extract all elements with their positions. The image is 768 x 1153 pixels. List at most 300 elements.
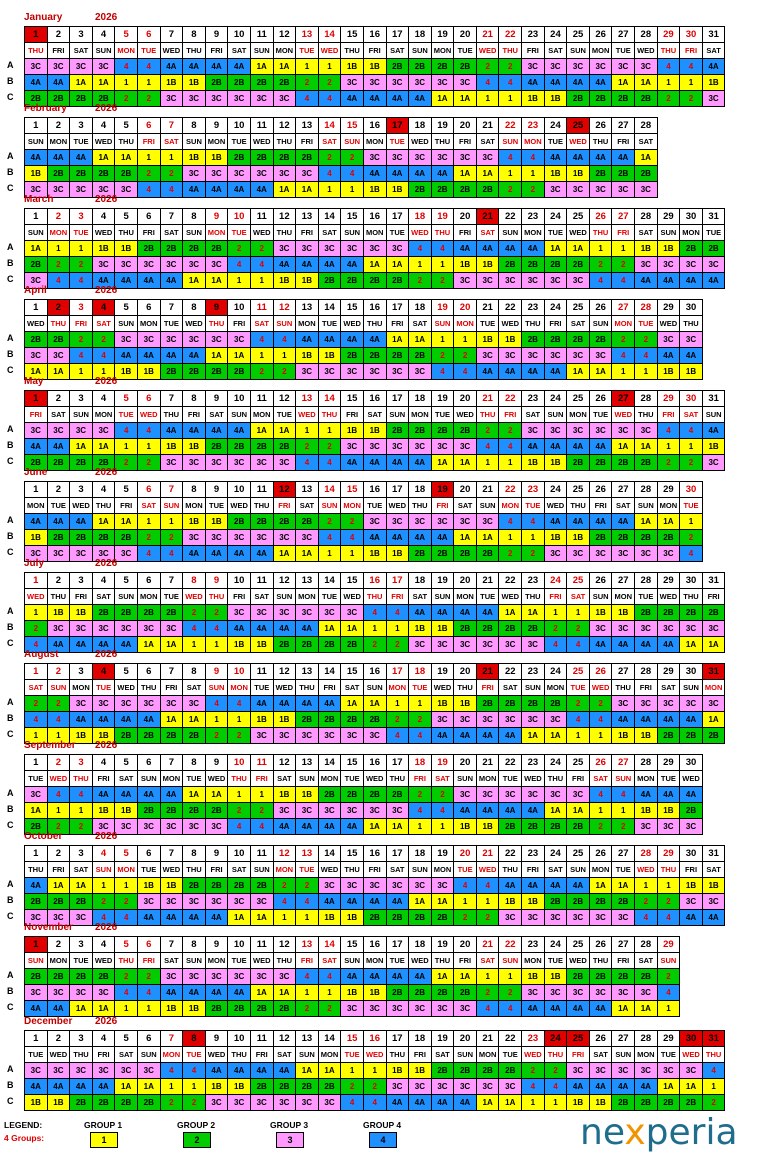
shift-cell: 4A: [499, 878, 522, 894]
shift-cell: 3C: [635, 546, 658, 562]
weekday-label: SUN: [454, 1047, 477, 1063]
weekday-label: THU: [115, 953, 138, 969]
day-number: 17: [386, 209, 409, 225]
shift-cell: 3C: [431, 1001, 454, 1017]
weekday-label: FRI: [137, 225, 160, 241]
weekday-label: THU: [544, 771, 567, 787]
shift-cell: 4A: [363, 894, 386, 910]
shift-cell: 1A: [657, 1079, 680, 1095]
day-number: 24: [544, 209, 567, 225]
day-number: 9: [205, 300, 228, 316]
day-number: 25: [567, 937, 590, 953]
shift-cell: 2B: [454, 546, 477, 562]
shift-cell: 4A: [296, 819, 319, 835]
day-number: 15: [341, 391, 364, 407]
weekday-label: SUN: [499, 134, 522, 150]
day-number: 24: [544, 1031, 567, 1047]
weekday-label: FRI: [567, 1047, 590, 1063]
month-grid: [24, 754, 703, 835]
shift-cell: 4A: [702, 423, 725, 439]
weekday-label: SAT: [115, 771, 138, 787]
shift-cell: 4A: [92, 712, 115, 728]
day-number: 4: [92, 391, 115, 407]
day-number: 8: [183, 937, 206, 953]
day-number: 31: [702, 1031, 725, 1047]
shift-cell: 3C: [363, 75, 386, 91]
day-number: 29: [657, 664, 680, 680]
weekday-label: SUN: [296, 1047, 319, 1063]
shift-cell: 3C: [25, 273, 48, 289]
shift-cell: 1B: [137, 364, 160, 380]
day-number: 28: [635, 391, 658, 407]
weekday-label: THU: [70, 771, 93, 787]
weekday-label: SAT: [273, 1047, 296, 1063]
shift-cell: 1A: [612, 1001, 635, 1017]
weekday-label: FRI: [409, 1047, 432, 1063]
shift-cell: 2B: [409, 182, 432, 198]
day-number: 13: [296, 1031, 319, 1047]
weekday-label: MON: [409, 407, 432, 423]
shift-cell: 1A: [250, 910, 273, 926]
day-number: 27: [612, 482, 635, 498]
shift-cell: 4A: [341, 455, 364, 471]
weekday-label: MON: [296, 316, 319, 332]
shift-cell: 4: [476, 1001, 499, 1017]
shift-cell: 1A: [92, 439, 115, 455]
day-number: 21: [476, 118, 499, 134]
weekday-label: WED: [250, 134, 273, 150]
weekday-label: SAT: [70, 43, 93, 59]
shift-cell: 2B: [612, 166, 635, 182]
day-number: 12: [273, 846, 296, 862]
day-number: 13: [296, 573, 319, 589]
shift-cell: 1: [635, 364, 658, 380]
shift-cell: 2B: [47, 894, 70, 910]
weekday-label: TUE: [454, 862, 477, 878]
day-number: 21: [476, 846, 499, 862]
shift-cell: 1A: [589, 878, 612, 894]
shift-cell: 3C: [250, 1095, 273, 1111]
day-number: 5: [115, 391, 138, 407]
shift-cell: 1A: [567, 364, 590, 380]
weekday-label: SAT: [250, 316, 273, 332]
shift-cell: 1: [409, 257, 432, 273]
shift-row-a: [25, 514, 703, 530]
shift-cell: 1A: [522, 605, 545, 621]
shift-cell: 2: [341, 150, 364, 166]
weekday-label: THU: [499, 862, 522, 878]
day-number: 22: [499, 118, 522, 134]
day-number: 23: [522, 27, 545, 43]
weekday-label: SUN: [341, 134, 364, 150]
weekday-label: SAT: [544, 862, 567, 878]
shift-cell: 2B: [589, 455, 612, 471]
weekday-label: SUN: [273, 589, 296, 605]
shift-cell: 4: [318, 530, 341, 546]
month-heading: [24, 649, 117, 663]
weekday-label: MON: [544, 680, 567, 696]
shift-cell: 4A: [544, 364, 567, 380]
shift-cell: 1A: [70, 878, 93, 894]
shift-cell: 1: [499, 530, 522, 546]
day-number: 22: [499, 391, 522, 407]
shift-cell: 4A: [341, 91, 364, 107]
shift-cell: 2B: [499, 819, 522, 835]
month-heading: [24, 194, 117, 208]
weekday-label: MON: [318, 771, 341, 787]
shift-cell: 4A: [386, 530, 409, 546]
day-number: 8: [183, 846, 206, 862]
day-number: 4: [92, 209, 115, 225]
shift-cell: 1B: [499, 894, 522, 910]
row-label: A: [7, 515, 14, 525]
shift-cell: 2B: [205, 878, 228, 894]
weekday-label: SUN: [522, 680, 545, 696]
shift-cell: 1B: [431, 696, 454, 712]
shift-cell: 3C: [250, 455, 273, 471]
day-number: 28: [635, 846, 658, 862]
shift-cell: 1: [567, 728, 590, 744]
day-number: 17: [386, 846, 409, 862]
weekday-label: WED: [92, 225, 115, 241]
shift-cell: 4A: [318, 819, 341, 835]
weekday-label: WED: [657, 316, 680, 332]
shift-cell: 1B: [409, 1063, 432, 1079]
shift-cell: 1A: [522, 728, 545, 744]
weekday-label: SAT: [296, 498, 319, 514]
day-number: 18: [409, 118, 432, 134]
shift-cell: 1B: [499, 332, 522, 348]
shift-cell: 4A: [318, 257, 341, 273]
weekday-label: WED: [273, 680, 296, 696]
weekday-label: WED: [567, 225, 590, 241]
month-heading: [24, 740, 117, 754]
shift-cell: 2B: [499, 257, 522, 273]
shift-row-a: [25, 150, 658, 166]
shift-cell: 4A: [205, 910, 228, 926]
weekday-label: THU: [341, 43, 364, 59]
weekday-label: FRI: [25, 407, 48, 423]
shift-cell: 2B: [250, 1001, 273, 1017]
weekday-label: SAT: [499, 680, 522, 696]
shift-cell: 4A: [476, 803, 499, 819]
shift-cell: 2B: [273, 514, 296, 530]
weekday-label: FRI: [205, 862, 228, 878]
shift-cell: 4A: [273, 819, 296, 835]
shift-cell: 1A: [409, 894, 432, 910]
row-label: C: [7, 365, 14, 375]
shift-cell: 3C: [92, 546, 115, 562]
shift-cell: 3C: [47, 59, 70, 75]
weekday-label: SUN: [296, 771, 319, 787]
shift-row-b: [25, 166, 658, 182]
day-number: 8: [183, 482, 206, 498]
shift-cell: 2B: [92, 605, 115, 621]
shift-cell: 2: [522, 546, 545, 562]
weekday-label: WED: [499, 589, 522, 605]
weekday-label: MON: [454, 589, 477, 605]
shift-cell: 1: [522, 1095, 545, 1111]
day-number: 19: [431, 482, 454, 498]
day-number: 5: [115, 846, 138, 862]
weekday-label: TUE: [250, 680, 273, 696]
shift-cell: 4: [137, 423, 160, 439]
shift-cell: 3C: [25, 910, 48, 926]
weekday-label: FRI: [702, 589, 725, 605]
shift-cell: 3C: [205, 1095, 228, 1111]
shift-cell: 1B: [341, 59, 364, 75]
day-number: 8: [183, 573, 206, 589]
shift-cell: 3C: [567, 423, 590, 439]
shift-cell: 2: [160, 1095, 183, 1111]
weekday-label: THU: [612, 680, 635, 696]
weekday-label: THU: [273, 134, 296, 150]
month-heading: [24, 376, 117, 390]
shift-cell: 2B: [273, 150, 296, 166]
shift-cell: 3C: [137, 621, 160, 637]
shift-cell: 3C: [544, 910, 567, 926]
weekday-label: SUN: [341, 225, 364, 241]
day-number: 27: [612, 118, 635, 134]
shift-cell: 2B: [25, 91, 48, 107]
shift-cell: 2B: [409, 546, 432, 562]
shift-cell: 1A: [273, 59, 296, 75]
shift-cell: 4A: [409, 530, 432, 546]
day-number: 4: [92, 664, 115, 680]
shift-cell: 3C: [409, 364, 432, 380]
shift-cell: 3C: [431, 878, 454, 894]
day-number: 27: [612, 1031, 635, 1047]
shift-cell: 4: [522, 514, 545, 530]
shift-cell: 1: [702, 1079, 725, 1095]
shift-cell: 3C: [702, 455, 725, 471]
shift-cell: 1: [92, 364, 115, 380]
shift-cell: 4A: [160, 273, 183, 289]
shift-cell: 3C: [635, 423, 658, 439]
day-number: 7: [160, 27, 183, 43]
day-number: 26: [589, 300, 612, 316]
weekday-label: FRI: [70, 589, 93, 605]
day-number: 14: [318, 1031, 341, 1047]
row-label: B: [7, 76, 14, 86]
shift-cell: 2B: [635, 91, 658, 107]
shift-cell: 2B: [657, 605, 680, 621]
shift-cell: 3C: [25, 182, 48, 198]
shift-cell: 1: [612, 241, 635, 257]
shift-row-a: [25, 969, 680, 985]
shift-cell: 3C: [454, 712, 477, 728]
shift-cell: 2B: [544, 894, 567, 910]
shift-cell: 2B: [341, 273, 364, 289]
shift-cell: 1B: [702, 75, 725, 91]
day-number: 21: [476, 937, 499, 953]
shift-row-a: [25, 696, 725, 712]
shift-cell: 2: [273, 364, 296, 380]
shift-cell: 3C: [228, 969, 251, 985]
weekday-label: TUE: [386, 953, 409, 969]
shift-cell: 4A: [567, 75, 590, 91]
shift-cell: 3C: [183, 455, 206, 471]
shift-cell: 1: [160, 1079, 183, 1095]
day-number: 13: [296, 391, 319, 407]
weekday-label: FRI: [454, 953, 477, 969]
shift-cell: 4A: [522, 241, 545, 257]
day-number: 11: [250, 937, 273, 953]
weekday-label: THU: [454, 680, 477, 696]
weekday-label: TUE: [567, 680, 590, 696]
day-number: 4: [92, 118, 115, 134]
shift-cell: 3C: [70, 59, 93, 75]
shift-cell: 3C: [160, 91, 183, 107]
shift-cell: 2B: [657, 530, 680, 546]
day-number: 7: [160, 846, 183, 862]
shift-cell: 3C: [47, 621, 70, 637]
shift-cell: 2B: [25, 969, 48, 985]
weekday-label: FRI: [386, 589, 409, 605]
shift-cell: 4: [522, 150, 545, 166]
shift-cell: 2: [296, 75, 319, 91]
day-number: 25: [567, 664, 590, 680]
shift-cell: 3C: [635, 257, 658, 273]
day-number: 18: [409, 937, 432, 953]
weekday-label: FRI: [409, 771, 432, 787]
weekday-label: MON: [115, 43, 138, 59]
day-number: 5: [115, 755, 138, 771]
shift-cell: 3C: [363, 728, 386, 744]
shift-cell: 4: [612, 787, 635, 803]
day-number: 2: [47, 27, 70, 43]
weekday-label: TUE: [70, 134, 93, 150]
shift-cell: 1B: [296, 348, 319, 364]
shift-cell: 1A: [273, 182, 296, 198]
weekday-label: SUN: [635, 498, 658, 514]
month-grid: [24, 117, 658, 198]
shift-cell: 2B: [137, 803, 160, 819]
shift-cell: 3C: [70, 182, 93, 198]
day-number: 6: [137, 846, 160, 862]
day-number: 16: [363, 27, 386, 43]
shift-cell: 2B: [70, 166, 93, 182]
shift-cell: 1A: [92, 514, 115, 530]
weekday-label: THU: [657, 862, 680, 878]
shift-cell: 1A: [296, 182, 319, 198]
weekday-label: MON: [635, 1047, 658, 1063]
day-number: 5: [115, 1031, 138, 1047]
shift-cell: 1B: [363, 423, 386, 439]
day-number: 20: [454, 118, 477, 134]
month-name: January: [24, 12, 63, 23]
shift-cell: 3C: [702, 696, 725, 712]
row-label: A: [7, 1064, 14, 1074]
weekday-label: FRI: [273, 498, 296, 514]
shift-cell: 4: [680, 546, 703, 562]
shift-cell: 3C: [273, 166, 296, 182]
shift-cell: 3C: [499, 787, 522, 803]
row-label: B: [7, 713, 14, 723]
day-number: 21: [476, 482, 499, 498]
day-number: 5: [115, 27, 138, 43]
shift-cell: 4A: [160, 59, 183, 75]
shift-cell: 2B: [205, 439, 228, 455]
day-number: 8: [183, 300, 206, 316]
weekday-label: THU: [92, 498, 115, 514]
shift-cell: 1B: [476, 332, 499, 348]
shift-cell: 2B: [273, 75, 296, 91]
shift-cell: 1A: [499, 605, 522, 621]
day-number: 4: [92, 755, 115, 771]
shift-cell: 1B: [657, 803, 680, 819]
day-number: 7: [160, 937, 183, 953]
weekday-label: SUN: [137, 771, 160, 787]
shift-cell: 1B: [160, 1001, 183, 1017]
shift-cell: 1: [115, 439, 138, 455]
shift-cell: 4A: [363, 166, 386, 182]
weekday-label: SAT: [70, 862, 93, 878]
day-number: 13: [296, 118, 319, 134]
shift-cell: 1B: [137, 878, 160, 894]
shift-cell: 3C: [454, 150, 477, 166]
shift-cell: 1: [318, 546, 341, 562]
shift-cell: 3C: [431, 514, 454, 530]
weekday-label: SAT: [409, 589, 432, 605]
shift-cell: 1: [612, 364, 635, 380]
shift-cell: 3C: [544, 273, 567, 289]
shift-cell: 3C: [589, 985, 612, 1001]
shift-cell: 4A: [567, 1079, 590, 1095]
shift-cell: 1: [589, 803, 612, 819]
day-number: 4: [92, 1031, 115, 1047]
weekday-label: WED: [115, 680, 138, 696]
day-number: 12: [273, 27, 296, 43]
shift-cell: 4A: [160, 787, 183, 803]
shift-cell: 1A: [183, 273, 206, 289]
day-number: 19: [431, 27, 454, 43]
shift-cell: 3C: [115, 819, 138, 835]
weekday-label: THU: [431, 953, 454, 969]
weekday-label: WED: [183, 316, 206, 332]
shift-cell: 1: [25, 728, 48, 744]
weekday-label: WED: [341, 316, 364, 332]
shift-cell: 2B: [47, 530, 70, 546]
shift-cell: 3C: [160, 894, 183, 910]
shift-cell: 4A: [137, 712, 160, 728]
shift-cell: 2: [499, 546, 522, 562]
shift-cell: 1B: [657, 241, 680, 257]
shift-cell: 1B: [70, 605, 93, 621]
weekday-label: SUN: [250, 43, 273, 59]
shift-cell: 3C: [341, 241, 364, 257]
day-number: 10: [228, 573, 251, 589]
weekday-label: TUE: [296, 43, 319, 59]
shift-cell: 2B: [702, 241, 725, 257]
weekday-label: TUE: [70, 953, 93, 969]
weekday-label: SAT: [544, 43, 567, 59]
day-number: 25: [567, 482, 590, 498]
shift-cell: 4: [137, 59, 160, 75]
shift-cell: 4A: [409, 91, 432, 107]
shift-cell: 2B: [409, 59, 432, 75]
shift-cell: 1B: [341, 985, 364, 1001]
shift-cell: 1: [341, 546, 364, 562]
day-number: 15: [341, 573, 364, 589]
shift-cell: 2: [137, 166, 160, 182]
shift-cell: 3C: [567, 348, 590, 364]
shift-cell: 3C: [183, 91, 206, 107]
legend-title: LEGEND:: [4, 1120, 43, 1130]
shift-row-b: [25, 439, 725, 455]
shift-cell: 1A: [296, 1063, 319, 1079]
weekday-label: SAT: [160, 953, 183, 969]
